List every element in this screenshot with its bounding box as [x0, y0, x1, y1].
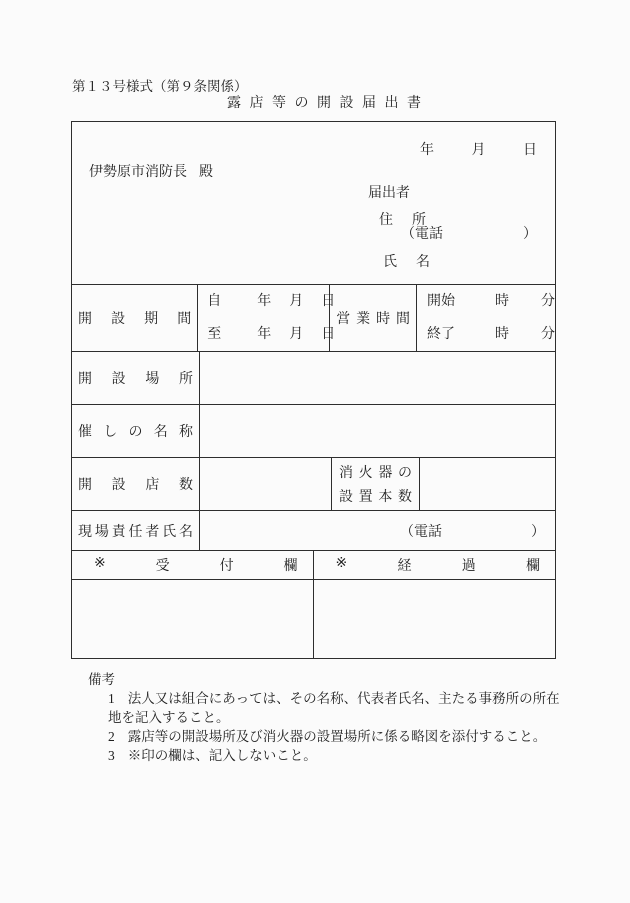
opening-period-label-cell — [72, 285, 198, 351]
manager-phone-close-label: ） — [531, 524, 545, 540]
period-from-line: 自 年 月 日 — [207, 294, 336, 309]
business-hours-value-cell — [417, 285, 555, 351]
row-opening-location — [72, 351, 555, 404]
remark-number: 1 — [108, 691, 115, 706]
remark-text: 露店等の開設場所及び消火器の設置場所に係る略図を添付すること。 — [127, 729, 547, 744]
phone-open-label: （電話 — [401, 227, 443, 242]
remark-text: ※印の欄は、記入しないこと。 — [127, 748, 317, 763]
submission-date-line: 年 月 日 — [420, 143, 537, 158]
business-hours-label: 営 業 時 間 — [336, 312, 410, 327]
reception-column-label: ※ 受 付 欄 — [94, 556, 298, 574]
notifier-label: 届出者 — [368, 186, 410, 201]
extinguisher-count-value-cell — [420, 458, 555, 510]
hours-end-line: 終了 時 分 — [427, 327, 555, 342]
remark-item — [88, 727, 560, 746]
event-name-label: 催 し の 名 称 — [78, 425, 193, 440]
event-name-value-cell — [200, 405, 555, 457]
row-event-name — [72, 404, 555, 457]
extinguisher-label-line1: 消 火 器 の — [339, 466, 412, 481]
remark-number: 2 — [108, 729, 115, 744]
extinguisher-count-label-cell — [332, 458, 420, 510]
opening-period-value-cell — [198, 285, 336, 351]
row-stall-count — [72, 457, 555, 510]
remark-text: 法人又は組合にあっては、その名称、代表者氏名、主たる事務所の所在地を記入すること。 — [108, 691, 560, 725]
remark-item — [88, 746, 560, 765]
row-office-use-boxes — [72, 579, 555, 658]
address-label: 住 所 — [379, 213, 426, 228]
row-site-manager — [72, 510, 555, 550]
reception-box — [72, 580, 314, 658]
extinguisher-label-line2: 設 置 本 数 — [339, 490, 412, 505]
reception-column-header — [72, 551, 314, 579]
business-hours-label-cell — [330, 285, 417, 351]
site-manager-label-cell — [72, 511, 200, 550]
remark-item — [88, 689, 560, 727]
phone-close-label: ） — [523, 227, 537, 242]
row-office-use-headers — [72, 550, 555, 579]
remark-number: 3 — [108, 748, 115, 763]
row-opening-period — [72, 284, 555, 351]
document-title: 露 店 等 の 開 設 届 出 書 — [227, 96, 421, 111]
opening-location-value-cell — [200, 352, 555, 404]
progress-box — [314, 580, 556, 658]
event-name-label-cell — [72, 405, 200, 457]
site-manager-label: 現 場 責 任 者 氏 名 — [78, 524, 193, 540]
progress-column-label: ※ 経 過 欄 — [335, 556, 540, 574]
notification-form-table — [71, 121, 556, 659]
form-header-section — [72, 122, 555, 284]
stall-count-label: 開 設 店 数 — [78, 478, 193, 493]
stall-count-label-cell — [72, 458, 200, 510]
form-number: 第１３号様式（第９条関係） — [72, 79, 248, 94]
notifier-phone-field — [401, 223, 537, 243]
progress-column-header — [314, 551, 556, 579]
opening-location-label-cell — [72, 352, 200, 404]
remarks-heading: 備考 — [88, 672, 115, 687]
site-manager-value-cell — [200, 511, 555, 550]
hours-start-line: 開始 時 分 — [427, 294, 555, 309]
stall-count-value-cell — [200, 458, 332, 510]
opening-period-label: 開 設 期 間 — [78, 312, 192, 327]
manager-phone-open-label: （電話 — [400, 524, 442, 540]
period-to-line: 至 年 月 日 — [207, 327, 336, 342]
opening-location-label: 開 設 場 所 — [78, 372, 193, 387]
remarks-section — [88, 670, 560, 765]
name-label: 氏 名 — [383, 255, 430, 270]
addressee-line: 伊勢原市消防長 殿 — [89, 165, 213, 180]
